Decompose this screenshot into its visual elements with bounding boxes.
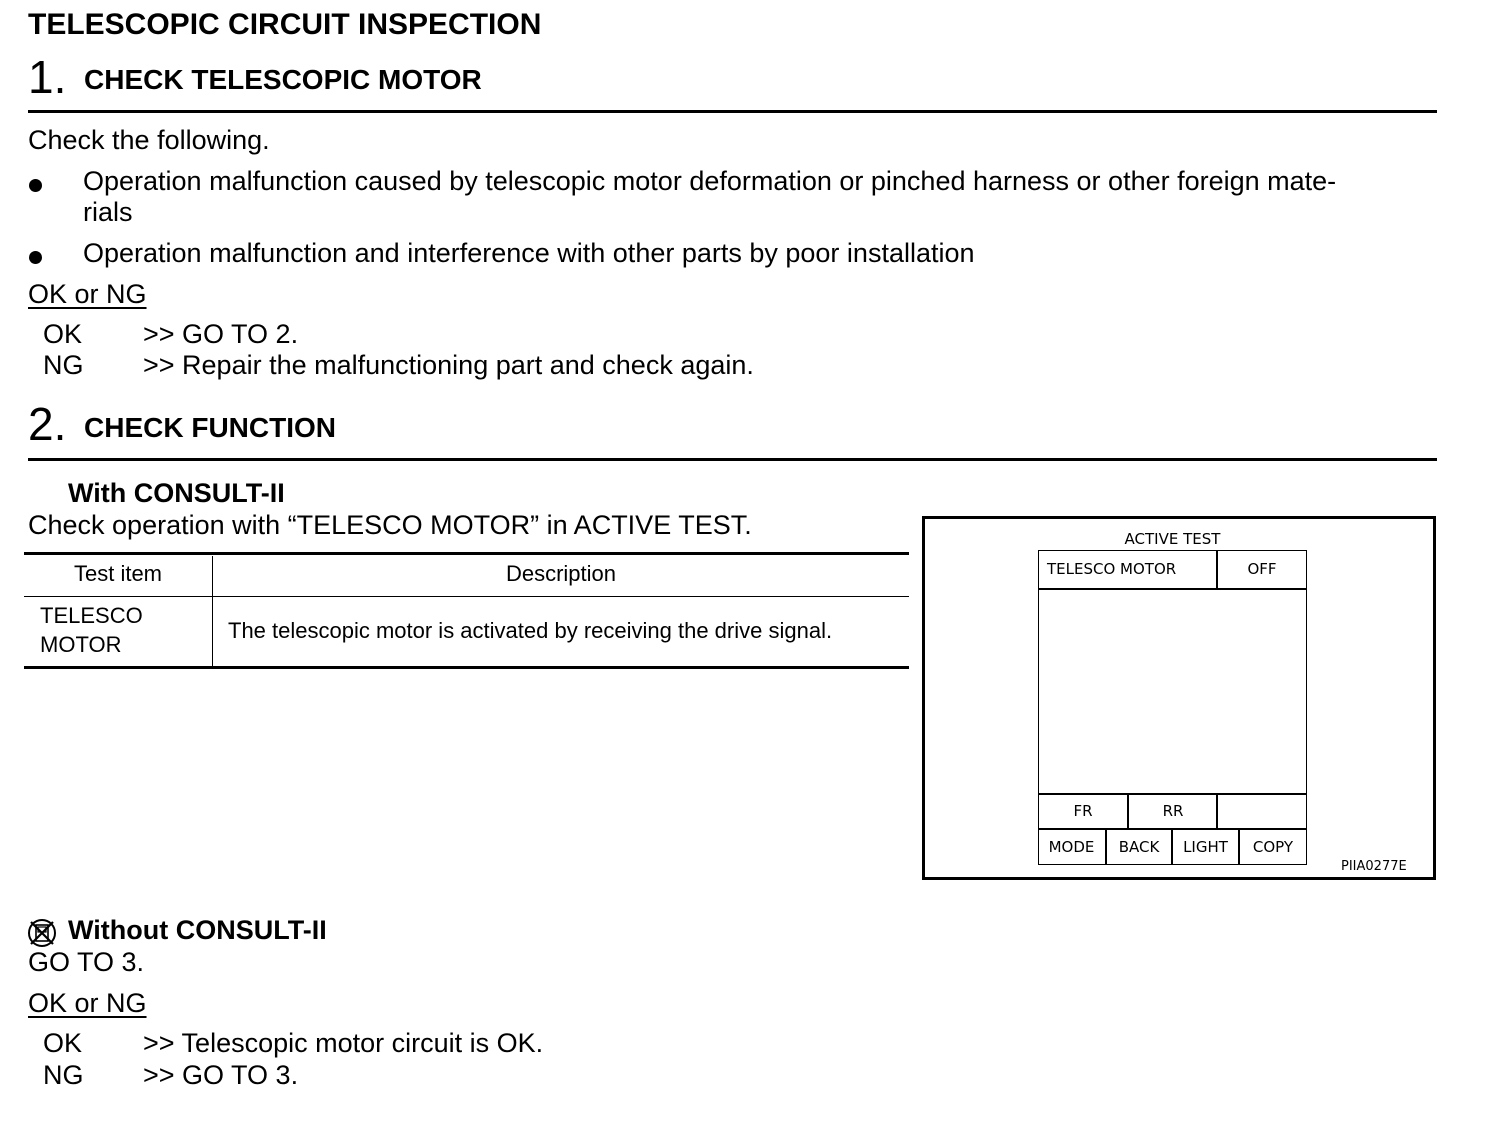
step1-bullet-1-cont: rials xyxy=(83,197,133,227)
screen-rr-button: RR xyxy=(1162,802,1184,820)
document-title: TELESCOPIC CIRCUIT INSPECTION xyxy=(28,8,542,41)
bullet-dot xyxy=(29,251,42,264)
without-consult-heading: Without CONSULT-II xyxy=(68,915,327,945)
screen-mode-button: MODE xyxy=(1048,838,1095,856)
step1-title: CHECK TELESCOPIC MOTOR xyxy=(84,64,482,95)
figure-id: PIIA0277E xyxy=(1341,859,1407,874)
without-consult-text: GO TO 3. xyxy=(28,947,145,977)
screen-fr-button: FR xyxy=(1073,802,1093,820)
screen-light-button: LIGHT xyxy=(1183,838,1228,856)
step1-number: 1. xyxy=(28,51,67,103)
step1-ok-code: OK xyxy=(43,319,83,349)
table-cell-description: The telescopic motor is activated by receiving the drive signal. xyxy=(228,618,833,643)
step1-ng-code: NG xyxy=(43,350,84,380)
step2-ok-code: OK xyxy=(43,1028,83,1058)
screen-display-area xyxy=(1038,588,1307,795)
screen-copy-button: COPY xyxy=(1252,838,1294,856)
without-consult-icon xyxy=(26,917,58,949)
step1-ng-action: >> Repair the malfunctioning part and check again. xyxy=(143,350,754,380)
step2-ok-ng-label: OK or NG xyxy=(28,988,147,1018)
step2-ok-action: >> Telescopic motor circuit is OK. xyxy=(143,1028,544,1058)
step1-bullet-1: Operation malfunction caused by telescopic motor deformation or pinched harness or other foreign mate- xyxy=(83,166,1337,196)
bullet-dot xyxy=(29,179,42,192)
table-cell-item-line2: MOTOR xyxy=(40,632,122,657)
screen-item-state: OFF xyxy=(1247,560,1277,578)
active-test-table xyxy=(24,552,909,669)
consult-screen-illustration xyxy=(922,516,1436,880)
step2-title: CHECK FUNCTION xyxy=(84,412,336,443)
table-top-border xyxy=(24,552,909,555)
step2-divider xyxy=(28,458,1437,461)
step2-number: 2. xyxy=(28,398,67,450)
table-header-border xyxy=(24,596,909,597)
table-bottom-border xyxy=(24,666,909,669)
step1-ok-action: >> GO TO 2. xyxy=(143,319,299,349)
step1-divider xyxy=(28,110,1437,113)
screen-back-button: BACK xyxy=(1118,838,1160,856)
step1-intro: Check the following. xyxy=(28,125,270,155)
step2-ng-code: NG xyxy=(43,1060,84,1090)
step2-ng-action: >> GO TO 3. xyxy=(143,1060,299,1090)
screen-heading: ACTIVE TEST xyxy=(1124,530,1221,548)
step1-bullet-2: Operation malfunction and interference with other parts by poor installation xyxy=(83,238,975,268)
screen-item-label: TELESCO MOTOR xyxy=(1047,560,1177,578)
step1-ok-ng-label: OK or NG xyxy=(28,279,147,309)
with-consult-text: Check operation with “TELESCO MOTOR” in ACTIVE TEST. xyxy=(28,510,752,540)
table-header-description: Description xyxy=(505,561,617,586)
with-consult-heading: With CONSULT-II xyxy=(68,478,285,508)
table-header-test-item: Test item xyxy=(73,561,163,586)
table-cell-item-line1: TELESCO xyxy=(40,603,143,628)
